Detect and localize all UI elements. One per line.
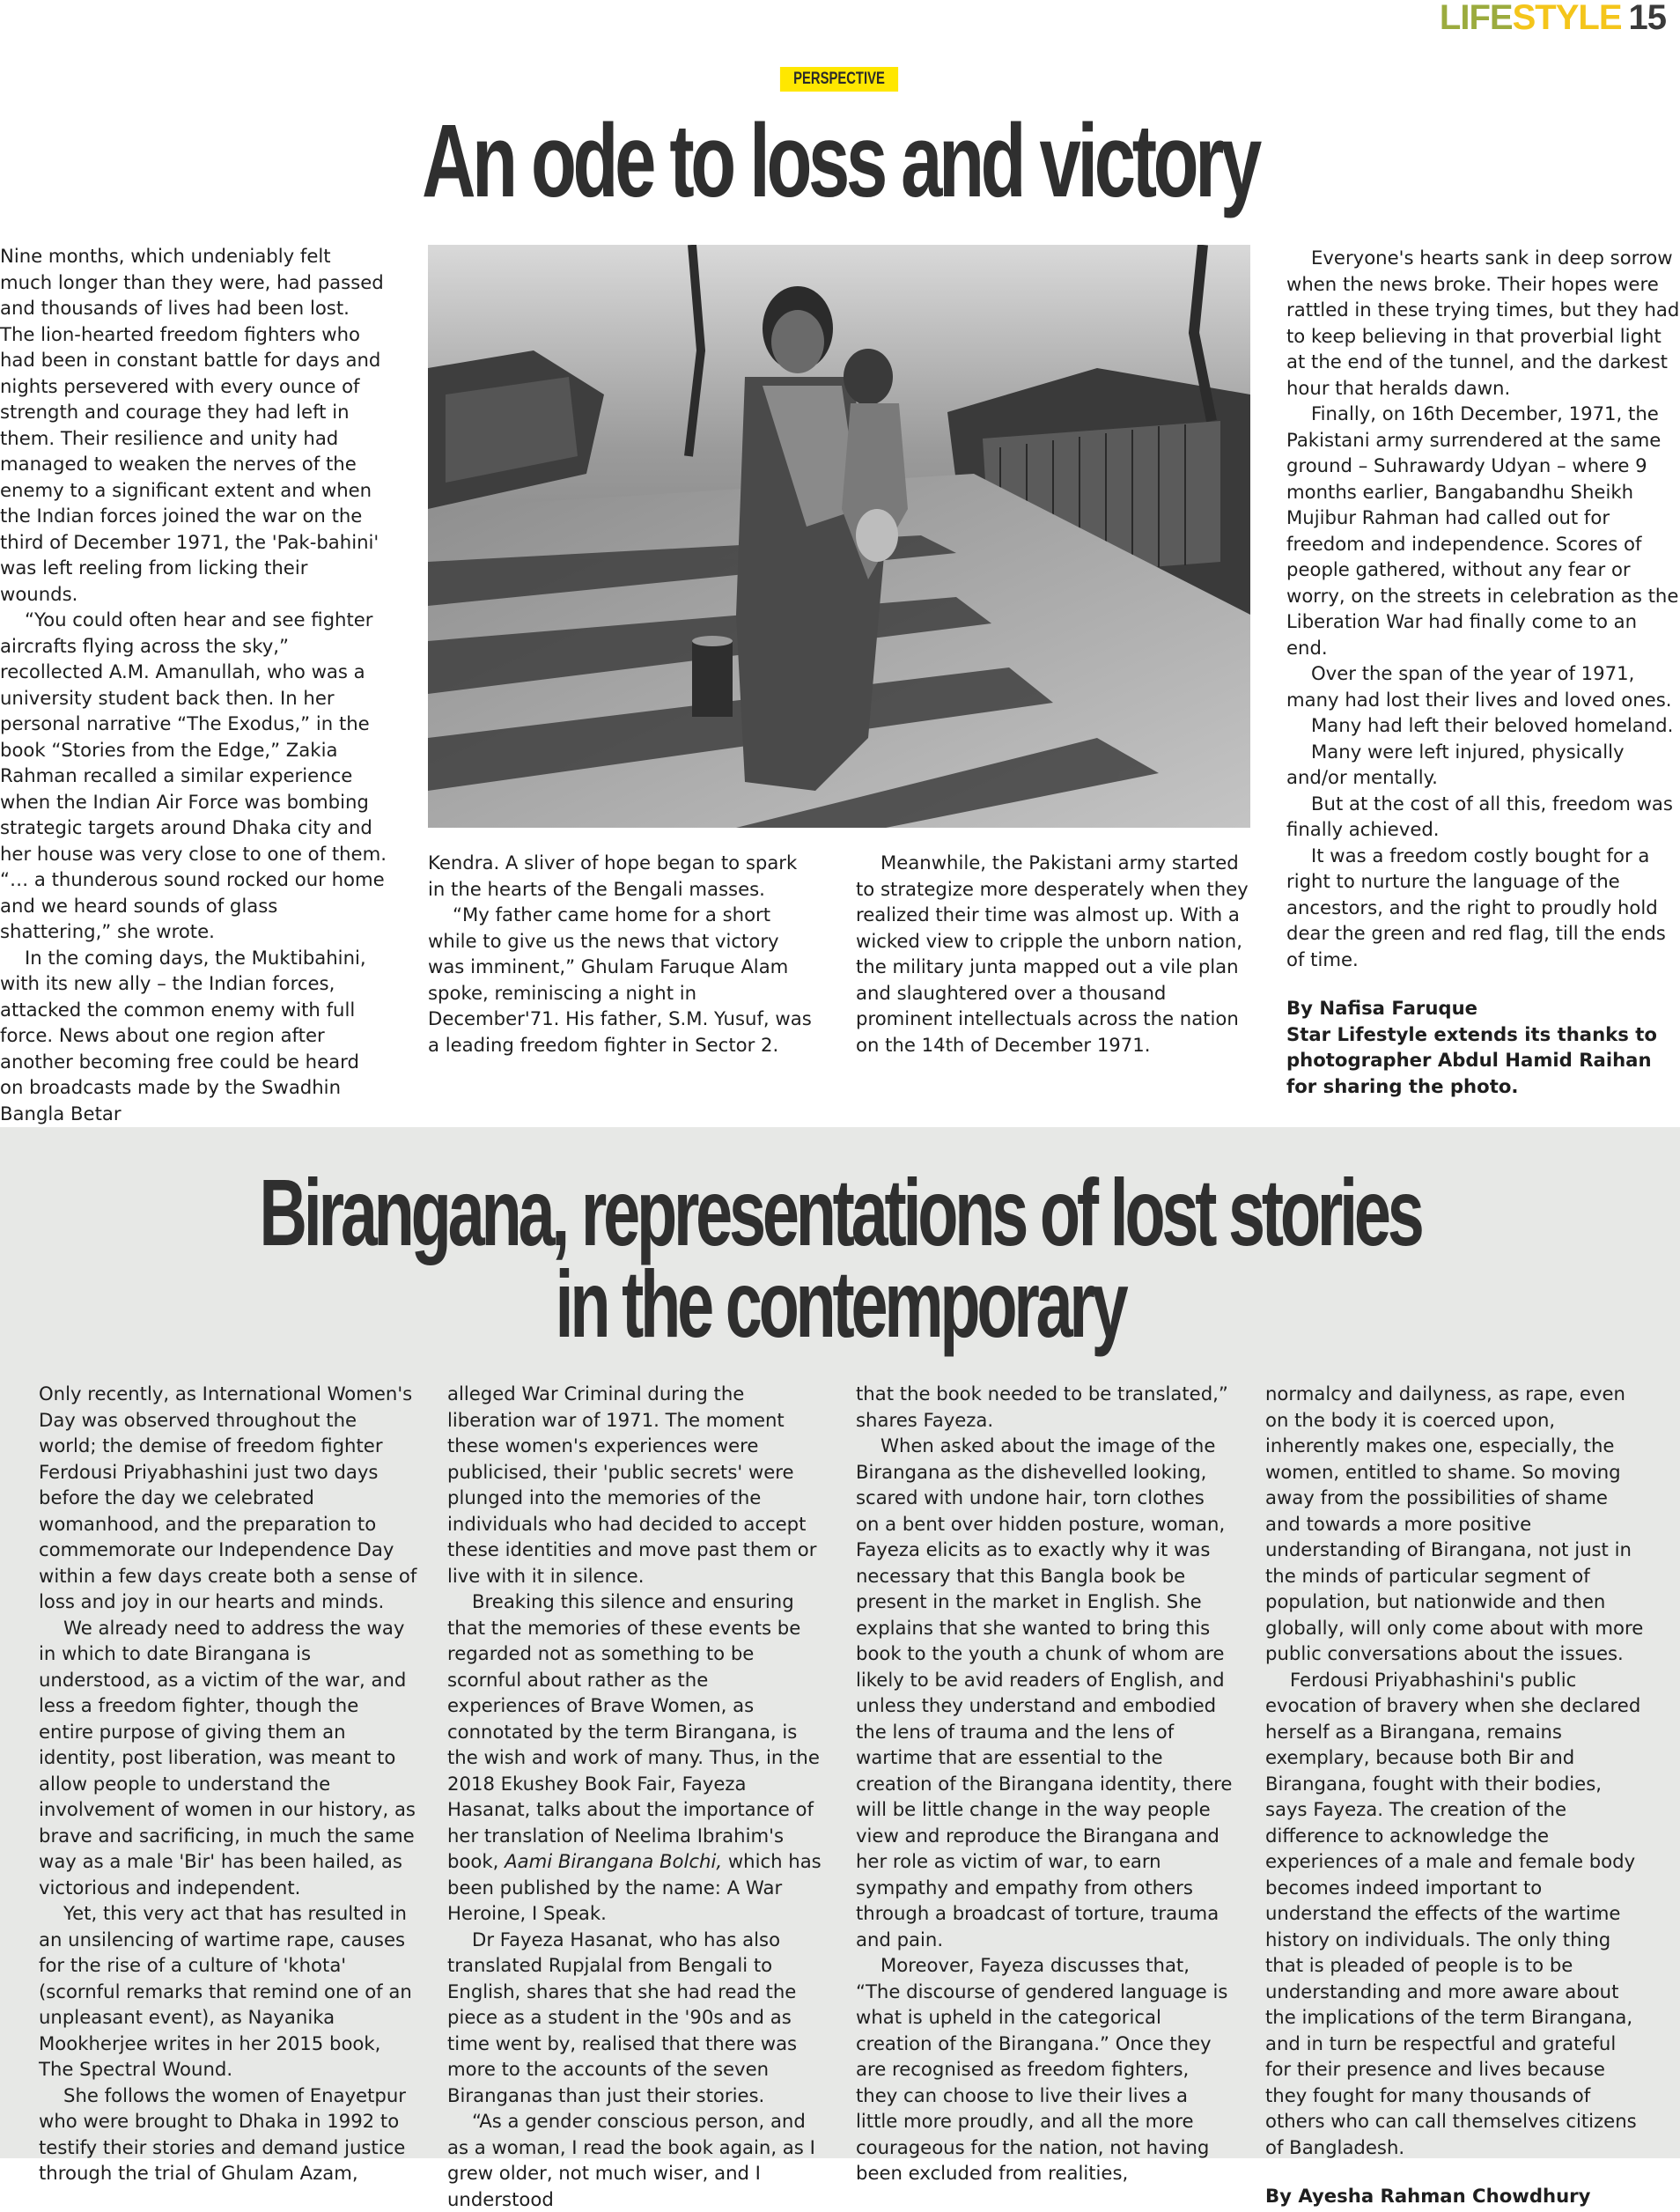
paragraph: It was a freedom costly bought for a right to nurture the language of the ancestors, and the right to proudly hold dear the green and red flag, till the ends of time. xyxy=(1286,844,1666,970)
paragraph: Only recently, as International Women's Day was observed throughout the world; the demise of freedom fighter Ferdousi Priyabhashini just two days before the day we celebrated womanhood, and the preparation to commemorate our Independence Day within a few days create both a sense of loss and joy in our hearts and minds. xyxy=(39,1382,417,1612)
refugee-camp-photo xyxy=(428,245,1250,828)
section-masthead xyxy=(1440,0,1666,35)
paragraph: Nine months, which undeniably felt much longer than they were, had passed and thousands of lives had been lost. The lion-hearted freedom fighters who had been in constant battle for days and nights persevered with every ounce of strength and courage they had left in them. Their resilience and unity had managed to weaken the nerves of the enemy to a significant extent and when the Indian forces joined the war on the third of December 1971, the 'Pak-bahini' was left reeling from licking their wounds. xyxy=(0,245,384,605)
paragraph: “My father came home for a short while to give us the news that victory was imminent,” Ghulam Faruque Alam spoke, reminiscing a night in December'71. His father, S.M. Yusuf, was a leading freedom fighter in Sector 2. xyxy=(428,903,812,1056)
paragraph: Everyone's hearts sank in deep sorrow when the news broke. Their hopes were rattled in these trying times, but they had to keep believing in that proverbial light at the end of the tunnel, and the darkest hour that heralds dawn. xyxy=(1286,247,1680,399)
paragraph: Finally, on 16th December, 1971, the Pakistani army surrendered at the same ground – Suhrawardy Udyan – where 9 months earlier, Bangabandhu Sheikh Mujibur Rahman had called out for freedom and independence. Scores of people gathered, without any fear or worry, on the streets in celebration as the Liberation War had finally come to an end. xyxy=(1286,402,1679,659)
paragraph: Kendra. A sliver of hope began to spark in the hearts of the Bengali masses. xyxy=(428,852,798,900)
book-title: Aami Birangana Bolchi, xyxy=(505,1850,723,1872)
paragraph: Over the span of the year of 1971, many had lost their lives and loved ones. xyxy=(1286,662,1672,711)
article-2-column-1 xyxy=(39,1381,417,2186)
paragraph: She follows the women of Enayetpur who were brought to Dhaka in 1992 to testify their stories and demand justice through the trial of Ghulam Azam, xyxy=(39,2083,406,2184)
article-2-headline-line-2: in the contemporary xyxy=(555,1250,1125,1357)
article-2-column-3 xyxy=(856,1381,1233,2186)
paragraph xyxy=(447,1589,824,1927)
text: Breaking this silence and ensuring that the memories of these events be regarded not as something to be scornful about rather as the experiences of Brave Women, as connotated by the term Birangana, is the wish and work of many. Thus, in the 2018 Ekushey Book Fair, Fayeza Hasanat, talks about the importance of her translation of Neelima Ibrahim's book, xyxy=(447,1590,820,1872)
page-number: 15 xyxy=(1628,0,1666,37)
paragraph: Ferdousi Priyabhashini's public evocation of bravery when she declared herself as a Birangana, remains exemplary, because both Bir and Birangana, fought with their bodies, says Fayeza. The creation of the difference to acknowledge the experiences of a male and female body becomes indeed important to understand the effects of the wartime history on individuals. The only thing that is pleaded of people is to be understanding and more aware about the implications of the term Birangana, and in turn be respectful and grateful for their presence and lives because they fought for many thousands of others who can call themselves citizens of Bangladesh. xyxy=(1265,1668,1641,2158)
article-photo xyxy=(428,245,1250,828)
paragraph: In the coming days, the Muktibahini, with its new ally – the Indian forces, attacked the common enemy with full force. News about one region after another becoming free could be heard on broadcasts made by the Swadhin Bangla Betar xyxy=(0,946,366,1124)
paragraph: Meanwhile, the Pakistani army started to strategize more desperately when they realized their time was almost up. With a wicked view to cripple the unborn nation, the military junta mapped out a vile plan and slaughtered over a thousand prominent intellectuals across the nation on the 14th of December 1971. xyxy=(856,852,1249,1056)
article-1-headline: An ode to loss and victory xyxy=(422,103,1258,219)
paragraph: We already need to address the way in which to date Birangana is understood, as a victim of the war, and less a freedom fighter, though the entire purpose of giving them an identity, post liberation, was meant to allow people to understand the involvement of women in our history, as brave and sacrificing, in much the same way as a male 'Bir' has been hailed, as victorious and independent. xyxy=(39,1616,416,1899)
article-1-column-1 xyxy=(0,243,387,1126)
paragraph: But at the cost of all this, freedom was finally achieved. xyxy=(1286,792,1673,840)
paragraph: Many had left their beloved homeland. xyxy=(1311,714,1674,736)
byline: By Ayesha Rahman Chowdhury xyxy=(1265,2185,1591,2207)
text: which has been published by the name: A War Heroine, I Speak. xyxy=(447,1850,822,1924)
paragraph: “You could often hear and see fighter aircrafts flying across the sky,” recollected A.M. Amanullah, who was a university student back then. In her personal narrative “The Exodus,” in the book “Stories from the Edge,” Zakia Rahman recalled a similar experience when the Indian Air Force was bombing strategic targets around Dhaka city and her house was very close to one of them. “… a thunderous sound rocked our home and we heard sounds of glass shattering,” she wrote. xyxy=(0,608,387,942)
paragraph: “As a gender conscious person, and as a woman, I read the book again, as I grew older, not much wiser, and I understood xyxy=(447,2110,815,2210)
article-2-column-2 xyxy=(447,1381,824,2212)
article-1-column-2 xyxy=(428,850,815,1058)
article-1-column-3 xyxy=(856,850,1250,1058)
paragraph: normalcy and dailyness, as rape, even on the body it is coerced upon, inherently makes one, especially, the women, entitled to shame. So moving away from the possibilities of shame and towards a more positive understanding of Birangana, not just in the minds of particular segment of population, but nationwide and then globally, will only come about with more public conversations about the issues. xyxy=(1265,1382,1644,1664)
article-1-column-4 xyxy=(1286,245,1680,1099)
photo-credit: Star Lifestyle extends its thanks to photographer Abdul Hamid Raihan for sharing the photo. xyxy=(1286,1022,1657,1097)
article-2-column-4 xyxy=(1265,1381,1644,2209)
section-name-life: LIFE xyxy=(1439,0,1513,37)
paragraph: Many were left injured, physically and/or mentally. xyxy=(1286,740,1625,788)
article-2-headline-line-1: Birangana, representations of lost stories xyxy=(259,1159,1421,1265)
paragraph: that the book needed to be translated,” shares Fayeza. xyxy=(856,1382,1228,1431)
section-name-style: STYLE xyxy=(1512,0,1622,37)
byline: By Nafisa Faruque xyxy=(1286,997,1478,1019)
paragraph: Moreover, Fayeza discusses that, “The discourse of gendered language is what is upheld in the categorical creation of the Birangana.” Once they are recognised as freedom fighters, they can choose to live their lives a little more proudly, and all the more courageous for the nation, not having been excluded from realities, xyxy=(856,1954,1228,2184)
paragraph: When asked about the image of the Birangana as the dishevelled looking, scared with undone hair, torn clothes on a bent over hidden posture, woman, Fayeza elicits as to exactly why it was necessary that this Bangla book be present in the market in English. She explains that she wanted to bring this book to the youth a chunk of whom are likely to be avid readers of English, and unless they understand and embodied the lens of trauma and the lens of wartime that are essential to the creation of the Birangana identity, there will be little change in the way people view and reproduce the Birangana and her role as victim of war, to earn sympathy and empathy from others through a broadcast of torture, trauma and pain. xyxy=(856,1434,1233,1950)
kicker-label: PERSPECTIVE xyxy=(780,67,898,92)
paragraph: Yet, this very act that has resulted in an unsilencing of wartime rape, causes for the rise of a culture of 'khota' (scornful remarks that remind one of an unpleasant event), as Nayanika Mookherjee writes in her 2015 book, The Spectral Wound. xyxy=(39,1902,412,2080)
paragraph: alleged War Criminal during the liberation war of 1971. The moment these women's experiences were publicised, their 'public secrets' were plunged into the memories of the individuals who had decided to accept these identities and move past them or live with it in silence. xyxy=(447,1382,817,1587)
paragraph: Dr Fayeza Hasanat, who has also translated Rupjalal from Bengali to English, shares that she had read the piece as a student in the '90s and as time went by, realised that there was more to the accounts of the seven Biranganas than just their stories. xyxy=(447,1928,798,2106)
